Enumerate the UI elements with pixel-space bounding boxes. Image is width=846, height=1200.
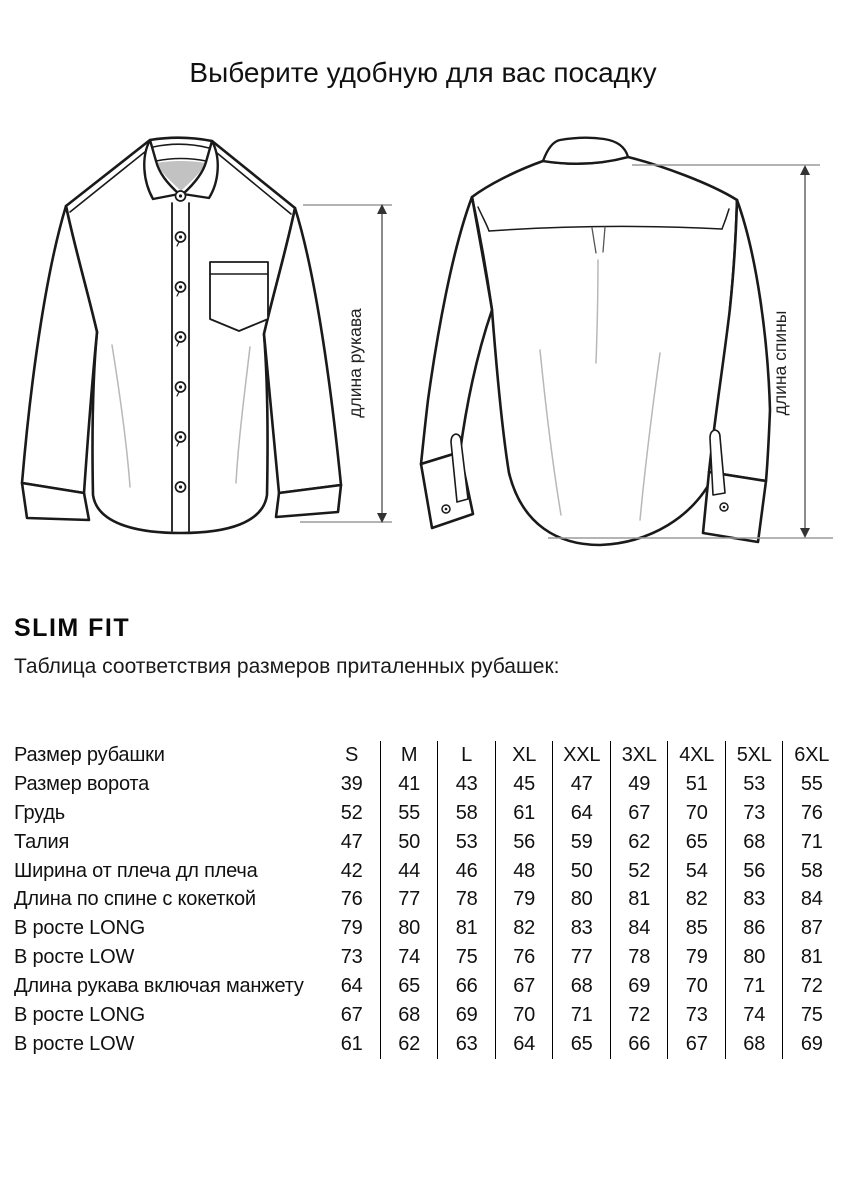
size-value: 49	[610, 770, 668, 799]
size-value: 67	[340, 1003, 363, 1026]
row-label: Ширина от плеча дл плеча	[14, 859, 258, 882]
size-value: 45	[495, 770, 553, 799]
table-row	[14, 770, 840, 799]
size-value: 79	[667, 943, 725, 972]
size-value: 67	[667, 1030, 725, 1059]
size-value: 87	[782, 914, 840, 943]
row-label: Длина рукава включая манжету	[14, 975, 304, 998]
row-label: В росте LOW	[14, 1032, 135, 1055]
size-value: 81	[782, 943, 840, 972]
back-collar	[543, 138, 628, 164]
size-value: 64	[495, 1030, 553, 1059]
size-value: 58	[782, 857, 840, 886]
size-value: 80	[552, 885, 610, 914]
size-value: 75	[782, 1001, 840, 1030]
size-column-header: 4XL	[667, 741, 725, 770]
size-value: 71	[782, 828, 840, 857]
size-value: 66	[610, 1030, 668, 1059]
size-value: 65	[667, 828, 725, 857]
row-label: В росте LONG	[14, 917, 146, 940]
size-value: 71	[552, 1001, 610, 1030]
size-value: 83	[552, 914, 610, 943]
size-value: 69	[782, 1030, 840, 1059]
size-value: 48	[495, 857, 553, 886]
shirt-diagrams	[0, 95, 846, 570]
size-column-header: XL	[495, 741, 553, 770]
size-value: 47	[340, 830, 363, 853]
back-body	[472, 157, 737, 545]
size-value: 53	[437, 828, 495, 857]
table-row	[14, 1030, 840, 1059]
size-value: 80	[725, 943, 783, 972]
size-value: 77	[380, 885, 438, 914]
size-value: 73	[667, 1001, 725, 1030]
table-row	[14, 741, 840, 770]
size-column-header: 3XL	[610, 741, 668, 770]
size-value: 71	[725, 972, 783, 1001]
row-label: Талия	[14, 830, 70, 853]
table-row	[14, 972, 840, 1001]
size-value: 84	[782, 885, 840, 914]
size-value: 76	[495, 943, 553, 972]
size-value: 52	[340, 801, 363, 824]
size-value: 82	[667, 885, 725, 914]
size-value: 77	[552, 943, 610, 972]
size-value: 64	[340, 975, 363, 998]
size-value: 85	[667, 914, 725, 943]
size-value: 50	[380, 828, 438, 857]
size-value: 58	[437, 799, 495, 828]
size-value: 68	[725, 1030, 783, 1059]
size-value: 62	[380, 1030, 438, 1059]
row-label: Длина по спине с кокеткой	[14, 888, 256, 911]
size-value: 79	[495, 885, 553, 914]
size-value: 68	[725, 828, 783, 857]
size-value: 65	[552, 1030, 610, 1059]
size-value: 79	[340, 917, 363, 940]
size-value: 65	[380, 972, 438, 1001]
size-value: 76	[782, 799, 840, 828]
arrowhead-up	[800, 165, 810, 175]
size-value: 46	[437, 857, 495, 886]
size-value: 64	[552, 799, 610, 828]
size-value: 83	[725, 885, 783, 914]
size-value: 84	[610, 914, 668, 943]
row-label: В росте LOW	[14, 946, 135, 969]
size-value: 41	[380, 770, 438, 799]
size-value: 80	[380, 914, 438, 943]
row-label: Размер рубашки	[14, 743, 165, 766]
size-value: 73	[725, 799, 783, 828]
size-column-header: M	[380, 741, 438, 770]
size-value: 51	[667, 770, 725, 799]
size-table	[14, 741, 840, 1059]
table-row	[14, 799, 840, 828]
table-row	[14, 885, 840, 914]
size-value: 81	[610, 885, 668, 914]
size-value: 39	[340, 772, 363, 795]
size-value: 81	[437, 914, 495, 943]
size-column-header: XXL	[552, 741, 610, 770]
size-value: 61	[495, 799, 553, 828]
size-value: 52	[610, 857, 668, 886]
size-value: 68	[380, 1001, 438, 1030]
front-shirt-drawing	[22, 138, 341, 533]
size-value: 76	[340, 888, 363, 911]
size-value: 72	[610, 1001, 668, 1030]
size-value: 74	[380, 943, 438, 972]
size-value: 70	[667, 799, 725, 828]
size-value: 66	[437, 972, 495, 1001]
size-value: 69	[610, 972, 668, 1001]
size-column-header: L	[437, 741, 495, 770]
table-row	[14, 943, 840, 972]
size-value: 59	[552, 828, 610, 857]
size-value: 86	[725, 914, 783, 943]
sleeve-length-label: длина рукава	[345, 308, 365, 418]
table-row	[14, 914, 840, 943]
size-value: 62	[610, 828, 668, 857]
size-column-header: S	[345, 743, 359, 766]
table-row	[14, 857, 840, 886]
size-value: 78	[610, 943, 668, 972]
size-value: 55	[380, 799, 438, 828]
row-label: Грудь	[14, 801, 66, 824]
size-value: 67	[610, 799, 668, 828]
size-value: 69	[437, 1001, 495, 1030]
back-shirt-drawing	[421, 138, 770, 545]
size-value: 56	[495, 828, 553, 857]
size-value: 42	[340, 859, 363, 882]
size-value: 55	[782, 770, 840, 799]
size-column-header: 5XL	[725, 741, 783, 770]
size-value: 47	[552, 770, 610, 799]
size-value: 68	[552, 972, 610, 1001]
size-value: 73	[340, 946, 363, 969]
row-label: Размер ворота	[14, 772, 150, 795]
size-value: 44	[380, 857, 438, 886]
chest-pocket	[210, 262, 268, 331]
size-value: 78	[437, 885, 495, 914]
size-column-header: 6XL	[782, 741, 840, 770]
size-value: 54	[667, 857, 725, 886]
arrowhead-down	[800, 528, 810, 538]
row-label: В росте LONG	[14, 1003, 146, 1026]
size-value: 75	[437, 943, 495, 972]
size-value: 70	[667, 972, 725, 1001]
table-row	[14, 1001, 840, 1030]
size-value: 82	[495, 914, 553, 943]
size-value: 61	[340, 1032, 363, 1055]
table-subtitle: Таблица соответствия размеров приталенных рубашек:	[14, 655, 560, 678]
size-value: 67	[495, 972, 553, 1001]
size-value: 53	[725, 770, 783, 799]
size-value: 50	[552, 857, 610, 886]
page-title: Выберите удобную для вас посадку	[189, 57, 657, 88]
size-value: 43	[437, 770, 495, 799]
size-value: 74	[725, 1001, 783, 1030]
size-value: 70	[495, 1001, 553, 1030]
size-value: 63	[437, 1030, 495, 1059]
back-length-label: длина спины	[770, 310, 790, 416]
fit-heading: SLIM FIT	[14, 614, 131, 642]
table-row	[14, 828, 840, 857]
size-value: 56	[725, 857, 783, 886]
size-value: 72	[782, 972, 840, 1001]
